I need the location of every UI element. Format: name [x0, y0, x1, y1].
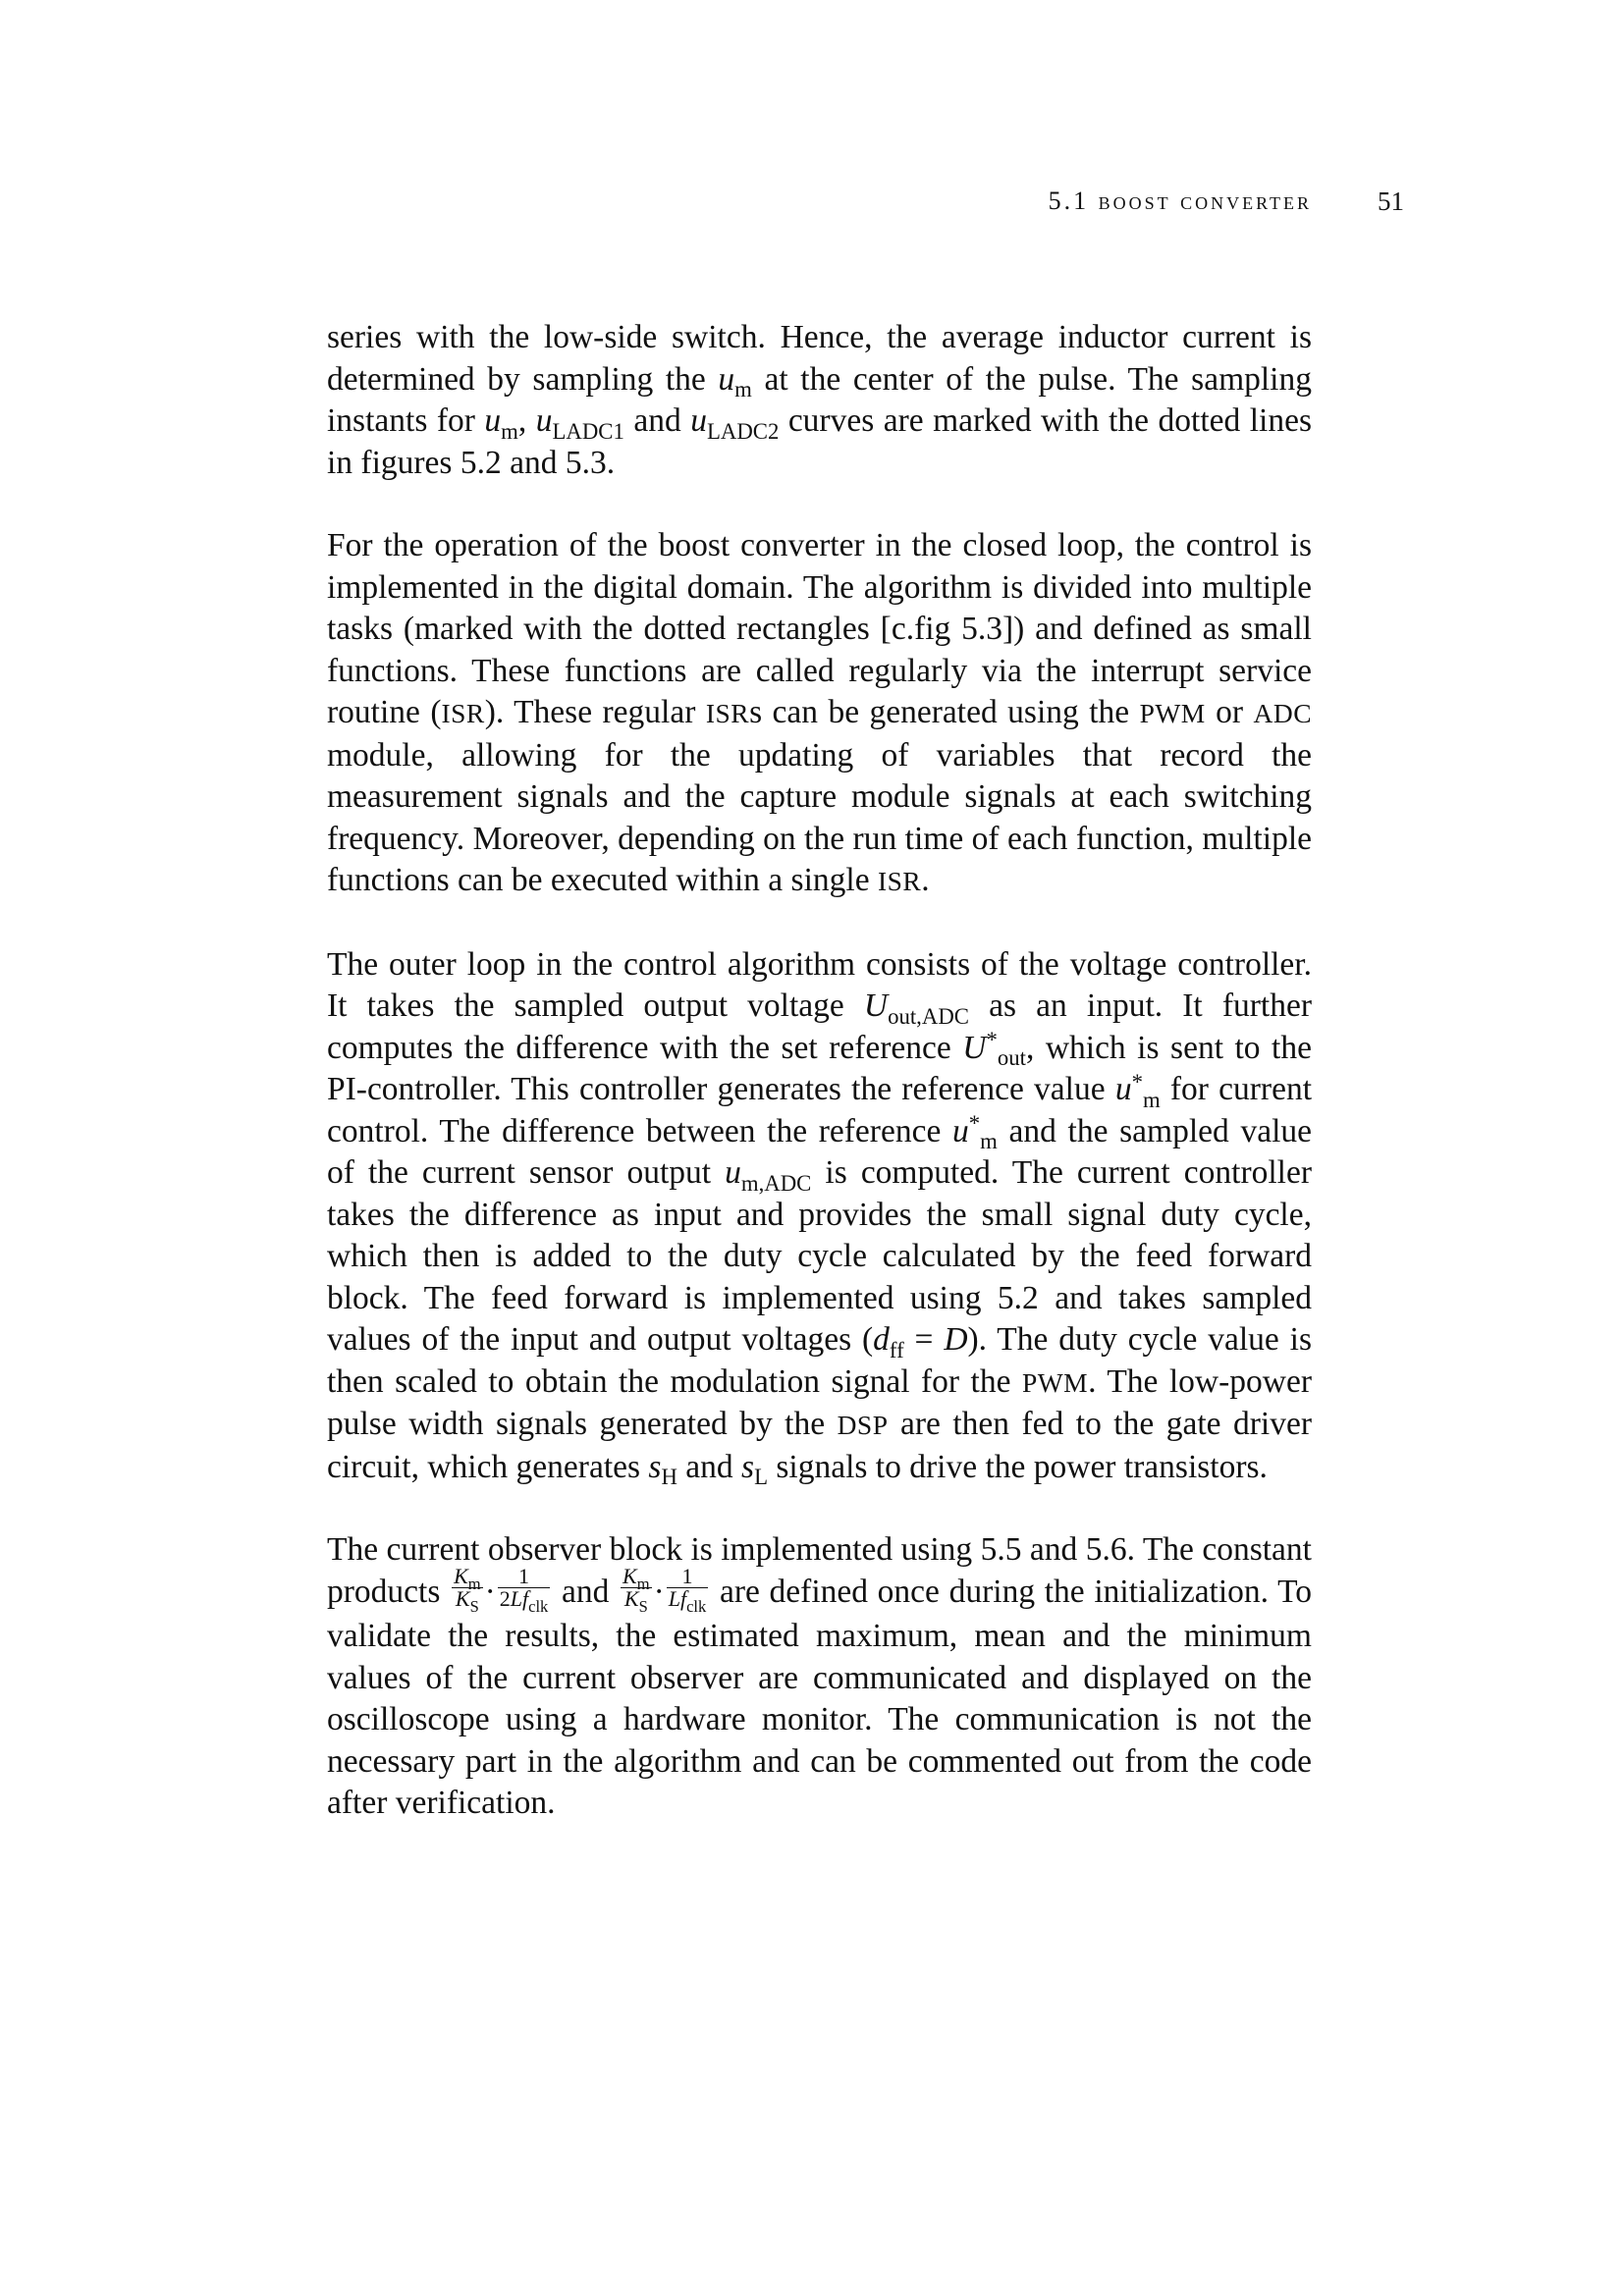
body-text — [327, 317, 1312, 1866]
paragraph-current-observer: The current observer block is implemented using 5.5 and 5.6. The constant products $\frac{K_m}{K_S}$ · $\frac{1}{2Lf_{clk}}$ and $\frac{K_m}{K_S}$ · $\frac{1}{Lf_{clk}}$ are defined once during the initialization. To validate the results, the estimated maximum, mean and the minimum values of the current observer are communicated and displayed on the oscilloscope using a hardware monitor. The communication is not the necessary part in the algorithm and can be commented out from the code after verification. — [327, 1531, 1313, 1822]
paragraph-control-implementation: For the operation of the boost converter in the closed loop, the control is implemented in the digital domain. The algorithm is divided into multiple tasks (marked with the dotted rectangles [c.fig 5.3]) and defined as small functions. These functions are called regularly via the interrupt service routine (ISR). These regular ISRs can be generated using the PWM or ADC module, allowing for the updating of variables that record the measurement signals and the capture module signals at each switching frequency. Moreover, depending on the run time of each function, multiple functions can be executed within a single ISR. — [327, 527, 1313, 898]
paragraph-sampling: series with the low-side switch. Hence, the average inductor current is determined by sampling the $u_m$ at the center of the pulse. The sampling instants for $u_m$, $u_{LADC1}$ and $u_{LADC2}$ curves are marked with the dotted lines in figures 5.2 and 5.3. — [327, 319, 1313, 481]
paragraph-outer-loop: The outer loop in the control algorithm consists of the voltage controller. It takes the sampled output voltage $U_{out,ADC}$ as an input. It further computes the difference with the set reference $U^*_{out}$, which is sent to the PI-controller. This controller generates the reference value $u^*_m$ for current control. The difference between the reference $u^*_m$ and the sampled value of the current sensor output $u_{m,ADC}$ is computed. The current controller takes the difference as input and provides the small signal duty cycle, which then is added to the duty cycle calculated by the feed forward block. The feed forward is implemented using 5.2 and takes sampled values of the input and output voltages $(d_{ff} = D)$. The duty cycle value is then scaled to obtain the modulation signal for the PWM. The low-power pulse width signals generated by the DSP are then fed to the gate driver circuit, which generates $s_H$ and $s_L$ signals to drive the power transistors. — [327, 945, 1312, 1490]
fraction-1-over-lfclk: $\frac{1}{Lf_{clk}}$ — [668, 1564, 707, 1617]
page-header — [0, 187, 1624, 226]
running-head: 5.1 boost converter — [1048, 187, 1312, 215]
fraction-1-over-2lfclk: $\frac{1}{2Lf_{clk}}$ — [499, 1564, 549, 1617]
page-number: 51 — [1378, 187, 1404, 216]
fraction-km-ks-b: $\frac{K_m}{K_S}$ — [623, 1564, 650, 1617]
fraction-km-ks-a: $\frac{K_m}{K_S}$ — [454, 1564, 481, 1617]
